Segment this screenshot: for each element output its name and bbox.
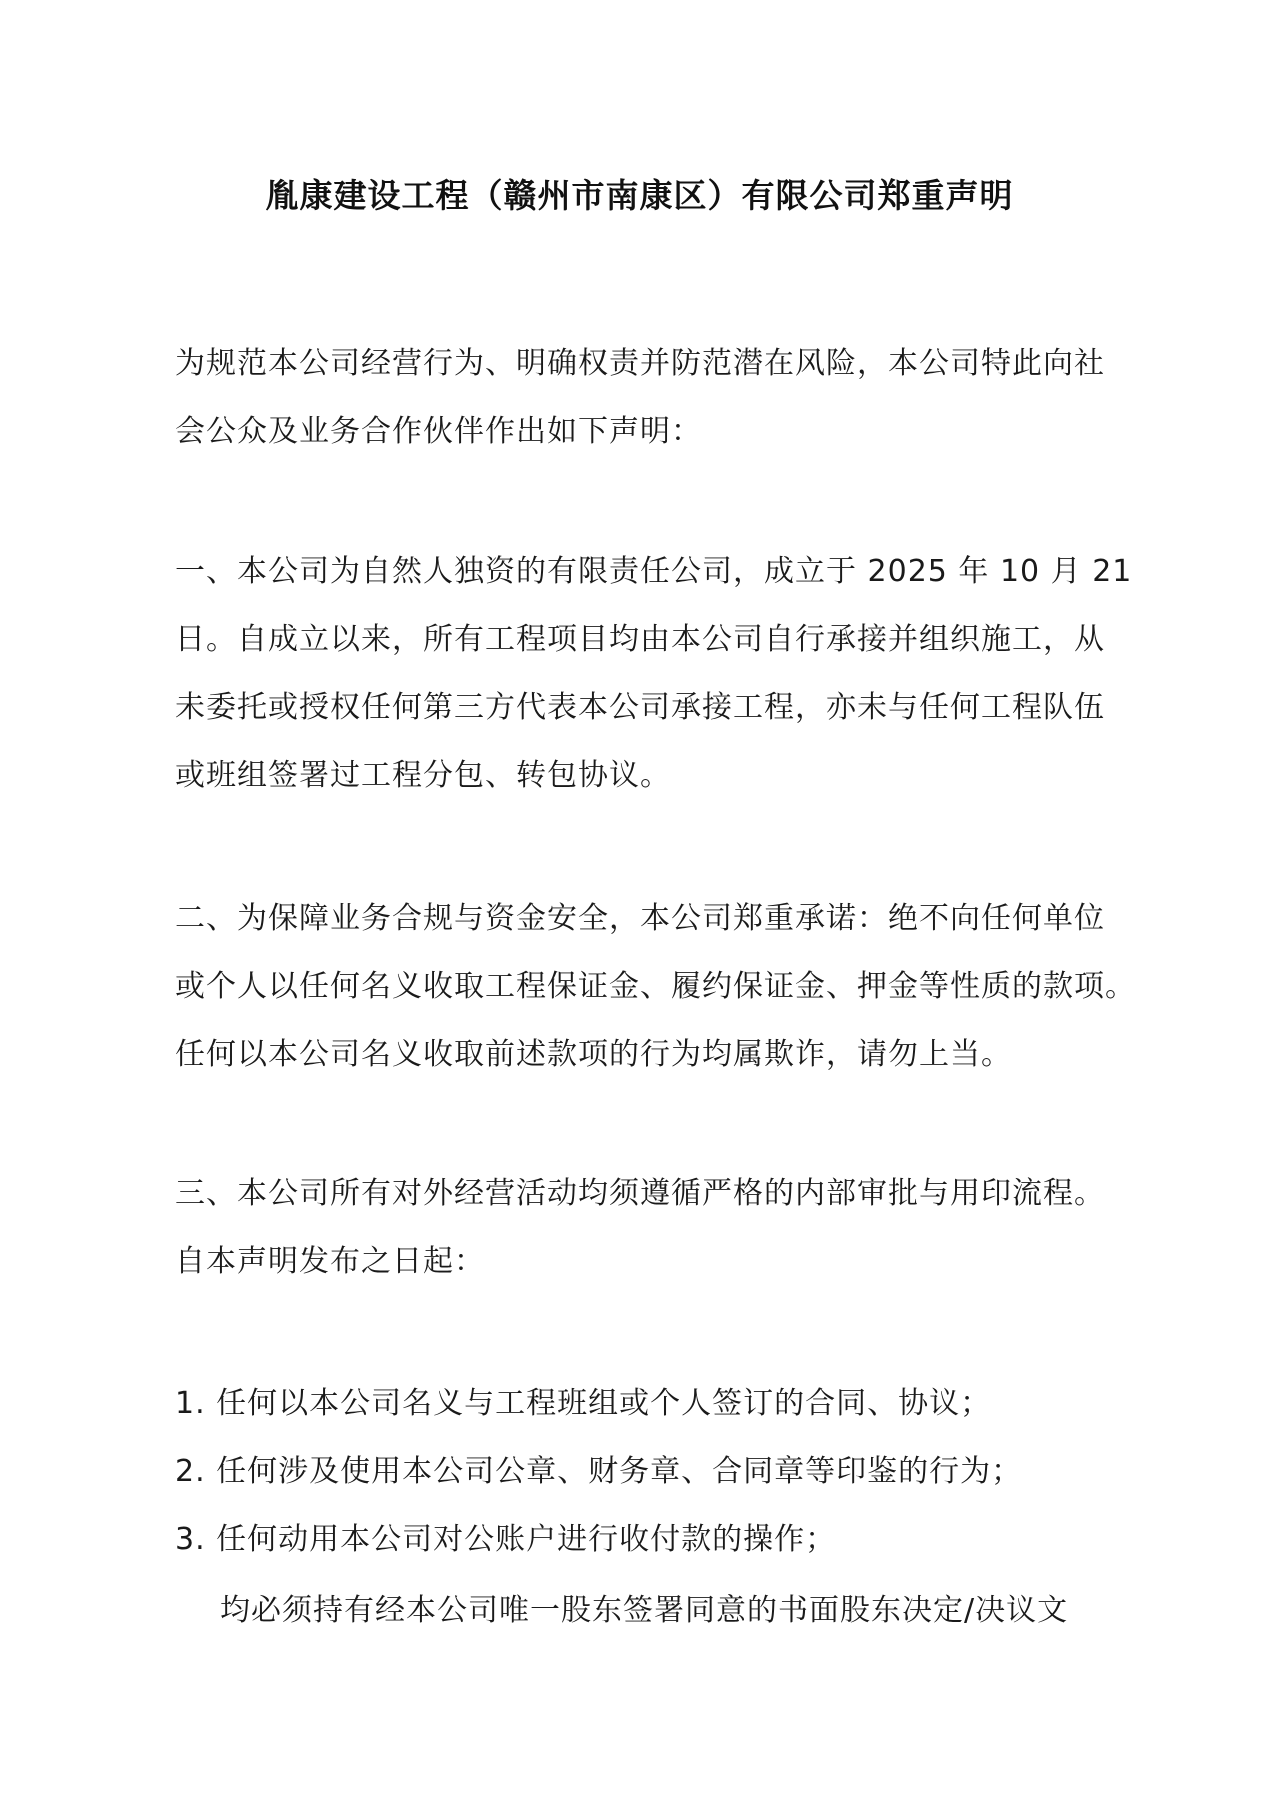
closing-line-text: 均必须持有经本公司唯一股东签署同意的书面股东决定/决议文 bbox=[220, 1593, 1069, 1628]
clause-three-line: 自本声明发布之日起： bbox=[175, 1244, 485, 1279]
clause-two-line: 二、为保障业务合规与资金安全，本公司郑重承诺：绝不向任何单位 bbox=[175, 901, 1105, 936]
clause-one bbox=[175, 538, 1133, 810]
clause-one-line: 或班组签署过工程分包、转包协议。 bbox=[175, 758, 671, 793]
clause-two-line: 或个人以任何名义收取工程保证金、履约保证金、押金等性质的款项。 bbox=[175, 969, 1136, 1004]
document-title: 胤康建设工程（赣州市南康区）有限公司郑重声明 bbox=[265, 176, 1014, 215]
numbered-list bbox=[175, 1370, 1110, 1574]
closing-line bbox=[220, 1577, 1155, 1645]
clause-two bbox=[175, 885, 1136, 1089]
intro-line: 为规范本公司经营行为、明确权责并防范潜在风险，本公司特此向社 bbox=[175, 346, 1105, 381]
list-item: 3. 任何动用本公司对公账户进行收付款的操作； bbox=[175, 1522, 837, 1557]
list-item: 2. 任何涉及使用本公司公章、财务章、合同章等印鉴的行为； bbox=[175, 1454, 1023, 1489]
clause-two-line: 任何以本公司名义收取前述款项的行为均属欺诈，请勿上当。 bbox=[175, 1037, 1012, 1072]
intro-line: 会公众及业务合作伙伴作出如下声明： bbox=[175, 414, 702, 449]
clause-three-line: 三、本公司所有对外经营活动均须遵循严格的内部审批与用印流程。 bbox=[175, 1176, 1105, 1211]
clause-three bbox=[175, 1160, 1110, 1296]
clause-one-line: 一、本公司为自然人独资的有限责任公司，成立于 2025 年 10 月 21 bbox=[175, 554, 1133, 589]
intro-paragraph bbox=[175, 330, 1110, 466]
clause-one-line: 未委托或授权任何第三方代表本公司承接工程，亦未与任何工程队伍 bbox=[175, 690, 1105, 725]
list-item: 1. 任何以本公司名义与工程班组或个人签订的合同、协议； bbox=[175, 1386, 992, 1421]
clause-one-line: 日。自成立以来，所有工程项目均由本公司自行承接并组织施工，从 bbox=[175, 622, 1105, 657]
